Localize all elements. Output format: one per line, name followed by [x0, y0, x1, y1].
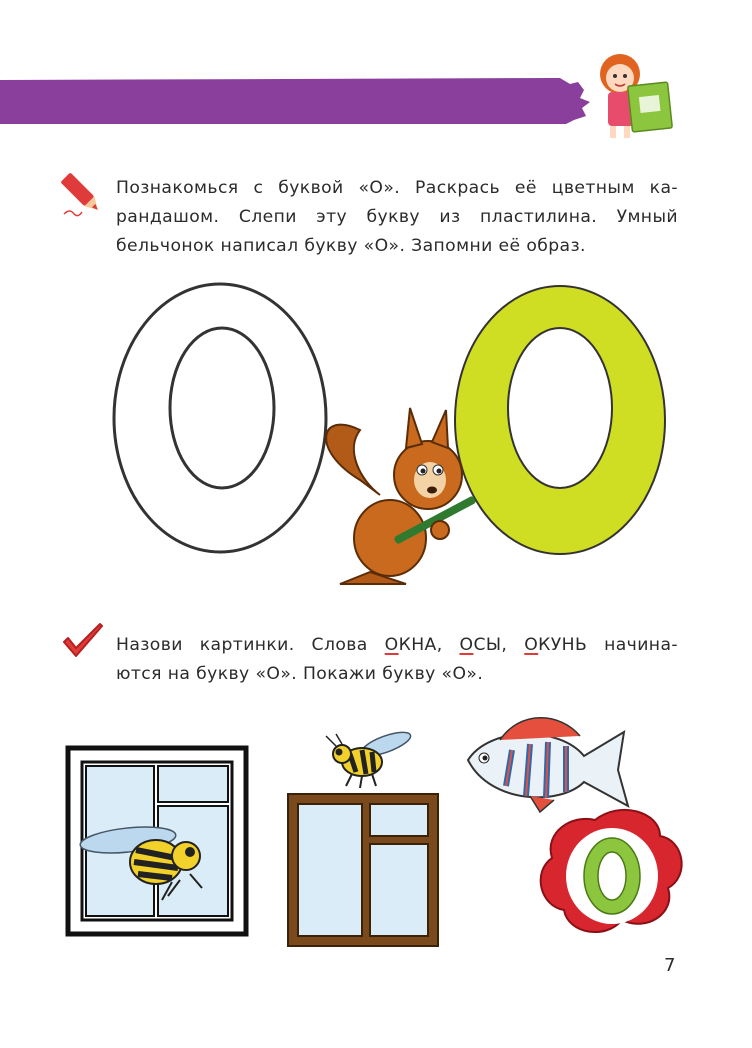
pictures-row: [60, 700, 700, 960]
flower-letter-o-illustration: [541, 810, 682, 932]
task1-line-3: бельчонок написал букву «О». Запомни её образ.: [116, 236, 586, 256]
checkmark-icon: [60, 622, 106, 664]
girl-with-book-illustration: [590, 44, 680, 139]
perch-fish-illustration: [468, 718, 628, 812]
underlined-letter: О: [459, 635, 474, 655]
task1-line-1: Познакомься с буквой «О». Раскрась её цветным ка-: [116, 178, 678, 198]
task2-line-2: ются на букву «О». Покажи букву «О».: [116, 664, 484, 684]
header-band: [0, 78, 590, 124]
colored-letter-o: [455, 286, 665, 554]
word-okna-rest: КНА: [398, 635, 437, 655]
separator: ,: [501, 635, 525, 655]
underlined-letter: О: [384, 635, 399, 655]
word-okun-rest: КУНЬ: [538, 635, 588, 655]
task2-line-1: [116, 631, 678, 660]
brown-window-illustration: [288, 794, 438, 946]
pencil-icon: [60, 170, 106, 220]
squirrel-illustration: [326, 408, 476, 584]
underlined-letter: О: [524, 635, 539, 655]
task1-line-2: рандашом. Слепи эту букву из пластилина. Умный: [116, 207, 678, 227]
word-osy-rest: СЫ: [473, 635, 502, 655]
task1-instruction: [116, 174, 678, 261]
separator: ,: [436, 635, 460, 655]
task2-text-end: начина-: [587, 635, 678, 655]
outline-letter-o: [114, 284, 326, 552]
task2-instruction: [116, 631, 678, 689]
wasp-illustration: [326, 728, 413, 788]
window-illustration: [68, 748, 246, 934]
task2-text: Назови картинки. Слова: [116, 635, 385, 655]
letters-o-illustration: [110, 280, 680, 600]
page-number: 7: [664, 955, 676, 976]
